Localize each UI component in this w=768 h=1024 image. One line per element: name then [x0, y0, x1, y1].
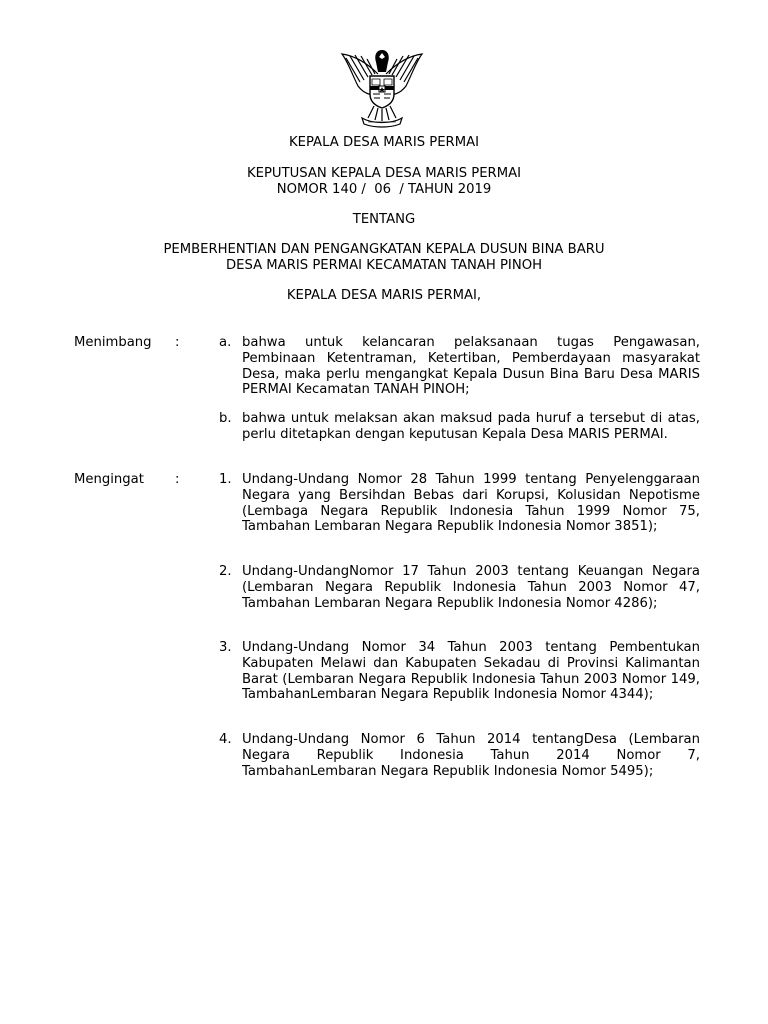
list-item-text: Undang-UndangNomor 17 Tahun 2003 tentang Keuangan Negara (Lembaran Negara Republik Indonesia Tahun 2003 Nomor 47, Tambahan Lembaran Negara Republik Indonesia Nomor 4286); — [242, 564, 700, 611]
list-item-text: bahwa untuk kelancaran pelaksanaan tugas Pengawasan, Pembinaan Ketentraman, Ketertiban, Pemberdayaan masyarakat Desa, maka perlu mengangkat Kepala Dusun Bina Baru Desa MARIS PERMAI Kecamatan TANAH PINOH; — [242, 335, 700, 398]
decision-number: NOMOR 140 / 06 / TAHUN 2019 — [276, 182, 492, 197]
about-heading: TENTANG — [352, 212, 416, 227]
menimbang-colon: : — [175, 335, 180, 350]
list-marker: 3. — [219, 640, 232, 655]
list-item-text: Undang-Undang Nomor 34 Tahun 2003 tentang Pembentukan Kabupaten Melawi dan Kabupaten Sekadau di Provinsi Kalimantan Barat (Lembaran Negara Republik Indonesia Tahun 2003 Nomor 149, TambahanLembaran Negara Republik Indonesia Nomor 4344); — [242, 640, 700, 703]
list-item-text: Undang-Undang Nomor 28 Tahun 1999 tentang Penyelenggaraan Negara yang Bersihdan Bebas dari Korupsi, Kolusidan Nepotisme (Lembaga Negara Republik Indonesia Tahun 1999 Nomor 75, Tambahan Lembaran Negara Republik Indonesia Nomor 3851); — [242, 472, 700, 535]
mengingat-colon: : — [175, 472, 180, 487]
garuda-emblem-icon — [338, 44, 426, 128]
mengingat-item-4 — [219, 732, 700, 779]
list-marker: 2. — [219, 564, 232, 579]
authority-heading: KEPALA DESA MARIS PERMAI, — [286, 288, 482, 303]
mengingat-label: Mengingat — [74, 472, 144, 487]
mengingat-item-1 — [219, 472, 700, 535]
menimbang-label: Menimbang — [74, 335, 152, 350]
list-marker: 1. — [219, 472, 232, 487]
subject-line-1: PEMBERHENTIAN DAN PENGANGKATAN KEPALA DUSUN BINA BARU — [163, 242, 605, 257]
list-marker: 4. — [219, 732, 232, 747]
subject-line-2: DESA MARIS PERMAI KECAMATAN TANAH PINOH — [225, 258, 542, 273]
decision-title: KEPUTUSAN KEPALA DESA MARIS PERMAI — [246, 166, 522, 181]
list-marker: b. — [219, 411, 232, 426]
list-item-text: Undang-Undang Nomor 6 Tahun 2014 tentangDesa (Lembaran Negara Republik Indonesia Tahun 2014 Nomor 7, TambahanLembaran Negara Republik Indonesia Nomor 5495); — [242, 732, 700, 779]
list-marker: a. — [219, 335, 232, 350]
list-item-text: bahwa untuk melaksan akan maksud pada huruf a tersebut di atas, perlu ditetapkan dengan keputusan Kepala Desa MARIS PERMAI. — [242, 411, 700, 442]
mengingat-item-2 — [219, 564, 700, 611]
menimbang-item-a — [219, 335, 700, 398]
menimbang-item-b — [219, 411, 700, 443]
mengingat-item-3 — [219, 640, 700, 703]
heading-title: KEPALA DESA MARIS PERMAI — [288, 135, 480, 150]
